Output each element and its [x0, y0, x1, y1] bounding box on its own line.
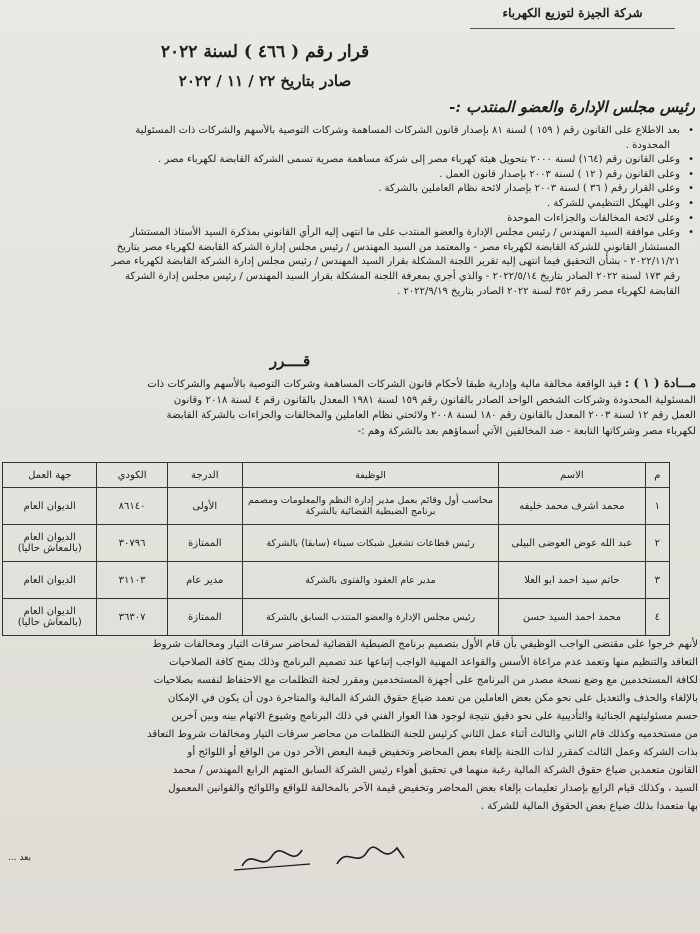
employee-dept: الديوان العام — [3, 488, 97, 525]
employee-name: حاتم سيد احمد ابو العلا — [499, 562, 645, 599]
paragraph-line: من مستخدميه وكذلك قام الثاني والثالث أثناء عمل الثاني كرئيس للجنة التظلمات من محاضر سرقات التيار ومخالفات شروط التعاقد — [147, 729, 698, 740]
paragraph-line: بالإلغاء والحذف والتعديل على نحو مكن بعض العاملين من تعمد ضياع حقوق الشركة المالية والمتاجرة دون أن يكون في الإمكان — [167, 693, 698, 704]
table-row — [3, 562, 670, 599]
paragraph-line: حسم مسئوليتهم الجنائية والتأديبية على نحو دقيق نتيجة لوجود هذا العوار الفني في ذلك البرنامج وشيوع الاتهام بينه وبين آخرين — [171, 711, 698, 722]
preamble-item: رقم ١٧٣ لسنة ٢٠٢٢ الصادر بتاريخ ٢٠٢٢/٥/١٤ - والذي أجري بمعرفة اللجنة المشكلة بقرار السيد المهندس / رئيس مجلس إدارة الشركة — [124, 270, 680, 282]
preamble-list — [4, 124, 696, 299]
employee-job: مدير عام العقود والفتوى بالشركة — [242, 562, 498, 599]
column-header: جهة العمل — [3, 463, 97, 488]
row-number: ١ — [645, 488, 669, 525]
employee-grade: الأولى — [167, 488, 242, 525]
charges-paragraph — [2, 636, 698, 816]
column-header: الاسم — [499, 463, 645, 488]
bullet-icon: • — [688, 212, 694, 224]
bullet-icon: • — [688, 154, 694, 166]
column-header: الدرجة — [167, 463, 242, 488]
employee-name: محمد احمد السيد حسن — [499, 599, 645, 636]
employee-job: محاسب أول وقائم بعمل مدير إدارة النظم والمعلومات ومصمم برنامج الضبطية القضائية بالشركة — [242, 488, 498, 525]
bullet-icon: • — [688, 183, 694, 195]
paragraph-line: السيد ، وكذلك قيام الرابع بإصدار تعليمات بإلغاء بعض المحاضر وتخفيض قيمة الآخر بالمخالفة للواقع واللوائح والقوانين المعمول — [168, 783, 698, 794]
employee-job: رئيس قطاعات تشغيل شبكات سيناء (سابقا) بالشركة — [242, 525, 498, 562]
preamble-item: القابضة لكهرباء مصر رقم ٣٥٢ لسنة ٢٠٢٢ الصادر بتاريخ ٢٠٢٢/٩/١٩ . — [397, 285, 680, 297]
preamble-item: • وعلى القانون رقم ( ١٢ ) لسنة ٢٠٠٣ بإصدار قانون العمل . — [4, 168, 696, 183]
decision-title: قرار رقم ( ٤٦٦ ) لسنة ٢٠٢٢ — [160, 42, 370, 62]
decision-date: صادر بتاريخ ٢٢ / ١١ / ٢٠٢٢ — [178, 72, 352, 90]
preamble-item: • وعلى القرار رقم ( ٣٦ ) لسنة ٢٠٠٣ بإصدار لائحة نظام العاملين بالشركة . — [4, 182, 696, 197]
table-row — [3, 525, 670, 562]
column-header: م — [645, 463, 669, 488]
employee-name: محمد اشرف محمد خليفه — [499, 488, 645, 525]
article-line: المسئولية المحدودة وشركات الشخص الواحد الصادر بالقانون رقم ١٥٩ لسنة ١٩٨١ المعدل بالقانون رقم ٤ لسنة ٢٠١٨ وقانون — [173, 394, 696, 406]
preamble-item: • وعلى الهيكل التنظيمي للشركة . — [4, 197, 696, 212]
employee-grade: الممتازة — [167, 525, 242, 562]
paragraph-line: القانون متعمدين ضياع حقوق الشركة المالية رغبة منهما في تحقيق أهواء رئيس الشركة السابق المتهم الرابع المهندس / محمد — [172, 765, 698, 776]
column-header: الوظيفة — [242, 463, 498, 488]
paragraph-line: التعاقد والتنظيم منها وتعمد عدم مراعاة الأسس والقواعد المهنية الواجب إتباعها عند تصميم البرنامج وذلك بمنح كافة الصلاحيات — [168, 657, 698, 668]
preamble-item: المحدودة . — [625, 139, 670, 151]
table-row — [3, 488, 670, 525]
employee-dept: الديوان العام — [3, 562, 97, 599]
bullet-icon: • — [688, 125, 694, 136]
paragraph-line: بها متعمدا بذلك ضياع بعض الحقوق المالية للشركة . — [480, 801, 698, 812]
bullet-icon: • — [688, 227, 694, 239]
bullet-icon: • — [688, 197, 694, 209]
preamble-item: • وعلى القانون رقم (١٦٤) لسنة ٢٠٠٠ بتحويل هيئة كهرباء مصر إلى شركة مساهمة مصرية تسمى الشركة القابضة لكهرباء مصر . — [4, 153, 696, 168]
row-number: ٢ — [645, 525, 669, 562]
preamble-item: ٢٠٢٢/١١/٢١ - بشأن التحقيق فيما انتهى إليه تقرير اللجنة المشكلة بقرار السيد المهندس / رئيس مجلس إدارة الشركة القابضة لكهرباء مصر — [111, 256, 680, 268]
article-line: العمل رقم ١٢ لسنة ٢٠٠٣ المعدل بالقانون رقم ١٨٠ لسنة ٢٠٠٨ ولائحتي نظام العاملين والمخالفات والجزاءات بالشركة القابضة — [166, 410, 696, 421]
column-header: الكودي — [97, 463, 167, 488]
violators-table — [2, 462, 670, 636]
bullet-icon: • — [688, 168, 694, 180]
employee-code: ٨٦١٤٠ — [97, 488, 167, 525]
article-1 — [2, 376, 696, 439]
chair-heading: رئيس مجلس الإدارة والعضو المنتدب :- — [449, 98, 695, 116]
employee-grade: الممتازة — [167, 599, 242, 636]
preamble-item: • وعلى موافقة السيد المهندس / رئيس مجلس الإدارة والعضو المنتدب على ما انتهى إليه الرأي القانوني بمذكرة السيد الأستاذ المستشار — [4, 226, 696, 241]
article-line: مـــادة ( ١ ) : قيد الواقعة مخالفة مالية وإدارية طبقا لأحكام قانون الشركات المساهمة وشركات التوصية بالأسهم والشركات ذات — [147, 376, 696, 390]
preamble-item: المستشار القانوني للشركة القابضة لكهرباء مصر - والمعتمد من السيد المهندس / رئيس مجلس إدارة الشركة القابضة لكهرباء مصر بتاريخ — [116, 241, 680, 253]
table-row — [3, 599, 670, 636]
employee-grade: مدير عام — [167, 562, 242, 599]
paragraph-line: لكافة المستخدمين مع وضع نسخة مصدر من البرنامج على أجهزة المستخدمين ومقرر لجنة التظلمات مع الاحتفاظ لنفسه بصلاحيات — [153, 675, 698, 686]
table-header-row — [3, 463, 670, 488]
employee-dept: الديوان العام (بالمعاش حاليا) — [3, 599, 97, 636]
decides-heading: قــــرر — [269, 352, 311, 370]
continuation-mark: بعد ... — [8, 853, 32, 863]
paragraph-line: لأنهم خرجوا على مقتضى الواجب الوظيفي بأن قام الأول بتصميم برنامج الضبطية القضائية لمحاضر سرقات التيار ومخالفات شروط — [152, 639, 698, 650]
signature-scribble — [232, 838, 412, 876]
employee-code: ٣٦٣٠٧ — [97, 599, 167, 636]
row-number: ٣ — [645, 562, 669, 599]
row-number: ٤ — [645, 599, 669, 636]
article-label: مـــادة ( ١ ) : — [624, 376, 696, 390]
employee-job: رئيس مجلس الإدارة والعضو المنتدب السابق بالشركة — [242, 599, 498, 636]
article-line: لكهرباء مصر وشركاتها التابعة - ضد المخالفين الآتي أسماؤهم بعد بالشركة وهم :- — [357, 425, 696, 437]
employee-dept: الديوان العام (بالمعاش حاليا) — [3, 525, 97, 562]
employee-name: عبد الله عوض العوضى البيلى — [499, 525, 645, 562]
employee-code: ٣١١٠٣ — [97, 562, 167, 599]
paragraph-line: بذات الشركة وعمل الثالث كمقرر لذات اللجنة بإلغاء بعض المحاضر وتخفيض قيمة البعض الآخر دون من الواقع أو اللوائح أو — [187, 747, 698, 758]
employee-code: ٣٠٧٩٦ — [97, 525, 167, 562]
preamble-item: • بعد الاطلاع على القانون رقم ( ١٥٩ ) لسنة ٨١ بإصدار قانون الشركات المساهمة وشركات التوصية بالأسهم والشركات ذات المسئولية — [4, 124, 696, 139]
company-header: شركة الجيزة لتوزيع الكهرباء — [470, 6, 675, 29]
preamble-item: • وعلى لائحة المخالفات والجزاءات الموحدة — [4, 212, 696, 227]
